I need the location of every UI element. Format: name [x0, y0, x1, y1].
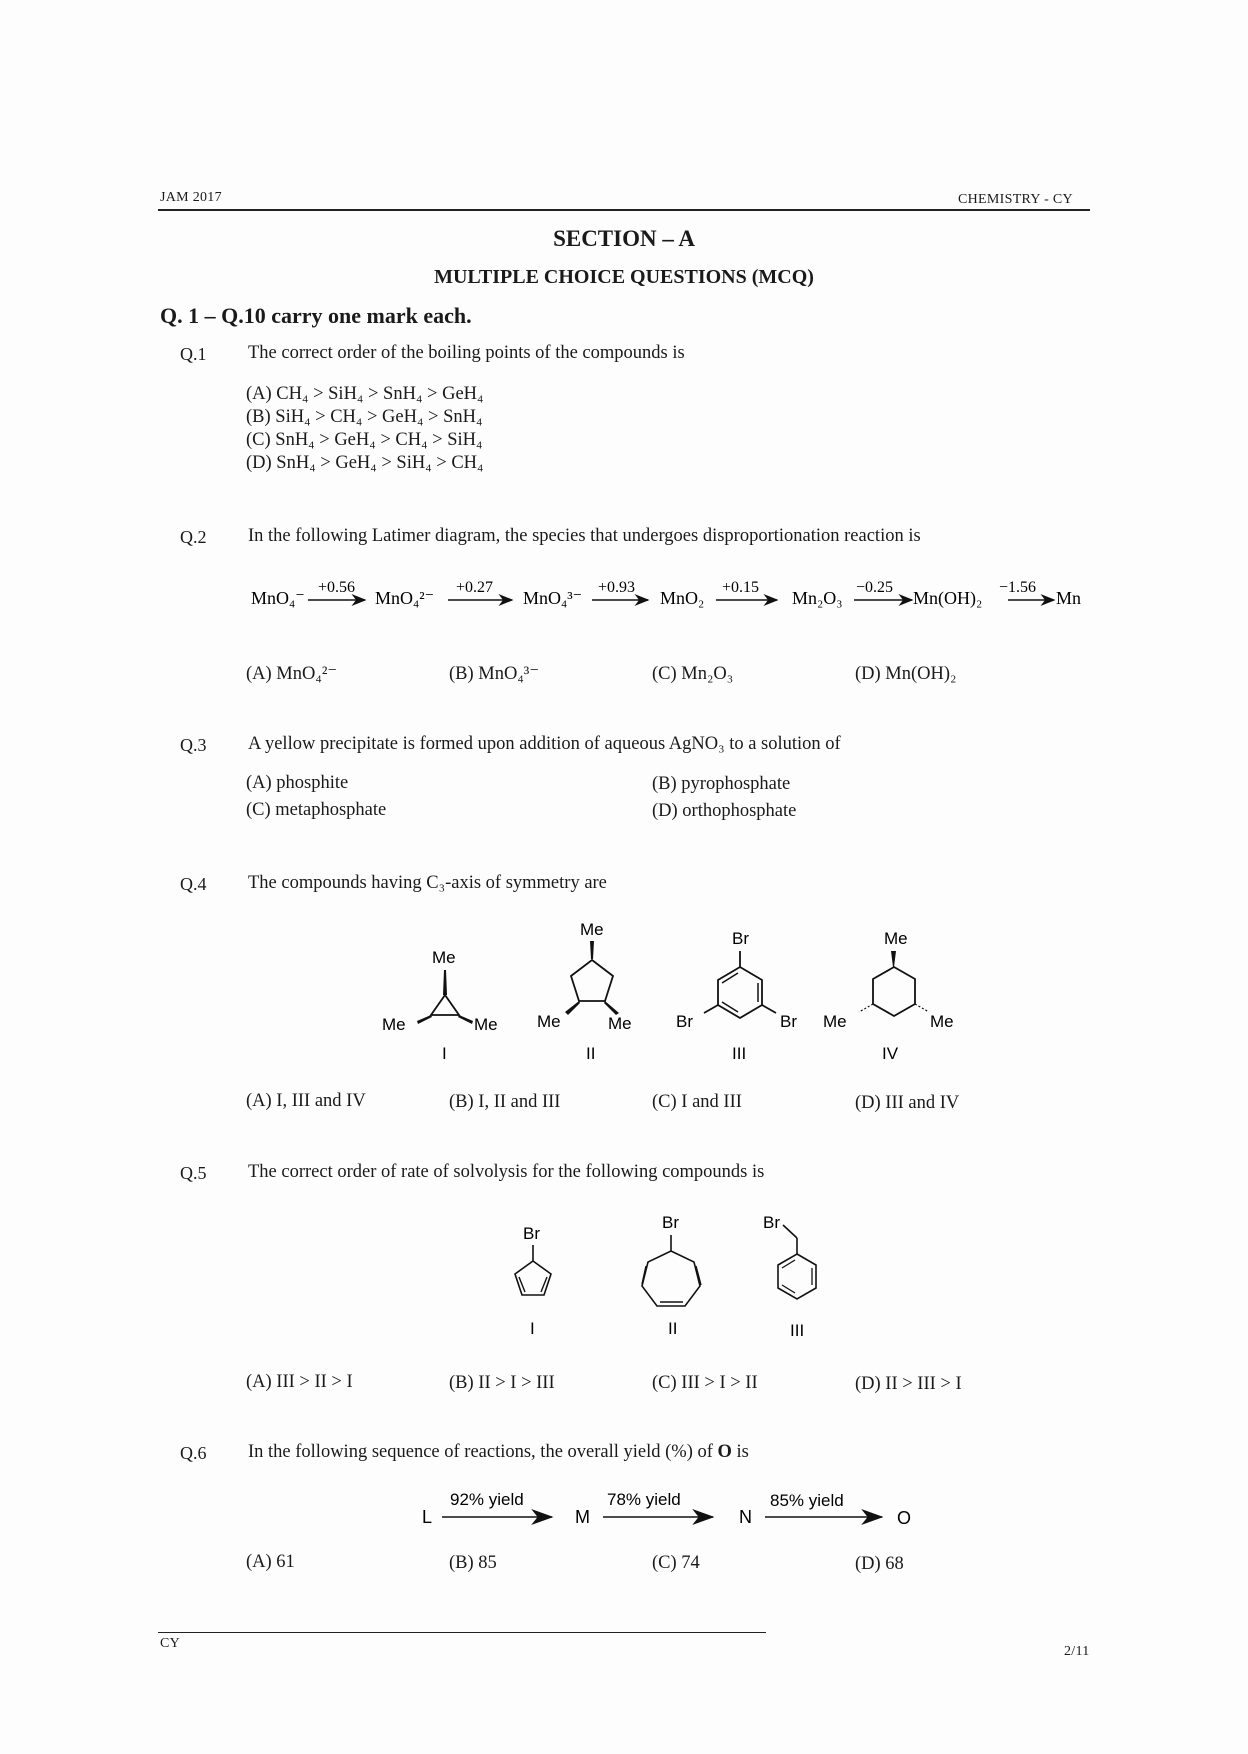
structure-iii [676, 929, 797, 1063]
header-rule [158, 209, 1090, 211]
question-number: Q.5 [180, 1163, 207, 1183]
question-number: Q.6 [180, 1443, 207, 1463]
q5-structures [490, 1200, 860, 1350]
latimer-potential: +0.27 [456, 579, 494, 596]
section-subtitle: MULTIPLE CHOICE QUESTIONS (MCQ) [434, 266, 814, 288]
structure-label: I [530, 1319, 535, 1338]
yield-label: 85% yield [770, 1491, 844, 1510]
option-d: (D) Mn(OH)₂ [855, 664, 957, 684]
latimer-potential: −1.56 [999, 579, 1037, 596]
latimer-diagram [240, 570, 1100, 620]
latimer-potential: +0.56 [318, 579, 356, 596]
option-b: (B) SiH₄ > CH₄ > GeH₄ > SnH₄ [246, 407, 483, 427]
marks-note: Q. 1 – Q.10 carry one mark each. [160, 303, 472, 328]
structure-i [382, 948, 498, 1063]
structure-ii [642, 1213, 701, 1338]
intermediate-m: M [575, 1507, 590, 1527]
question-number: Q.2 [180, 527, 207, 547]
structure-ii [537, 920, 632, 1063]
latimer-species: Mn [1056, 588, 1082, 608]
latimer-species: Mn(OH)₂ [913, 588, 983, 608]
reactant-l: L [422, 1507, 433, 1527]
svg-text:Br: Br [763, 1213, 780, 1232]
svg-text:Br: Br [676, 1012, 693, 1031]
svg-text:Br: Br [662, 1213, 679, 1232]
option-b: (B) I, II and III [449, 1092, 561, 1112]
header-subject: CHEMISTRY - CY [958, 192, 1073, 207]
product-o: O [897, 1508, 912, 1528]
option-a: (A) MnO₄²⁻ [246, 664, 338, 684]
question-text: In the following sequence of reactions, the overall yield (%) of O is [248, 1442, 749, 1462]
footer-rule [158, 1632, 766, 1633]
intermediate-n: N [739, 1507, 752, 1527]
svg-text:Me: Me [382, 1015, 406, 1034]
reaction-sequence [400, 1480, 920, 1540]
structure-label: I [442, 1044, 447, 1063]
question-text: In the following Latimer diagram, the species that undergoes disproportionation reaction is [248, 526, 921, 546]
option-b: (B) pyrophosphate [652, 774, 791, 794]
svg-text:Br: Br [523, 1224, 540, 1243]
svg-text:Me: Me [474, 1015, 498, 1034]
q4-structures [370, 915, 970, 1075]
svg-text:Me: Me [608, 1014, 632, 1033]
svg-text:Me: Me [580, 920, 604, 939]
question-text: A yellow precipitate is formed upon addition of aqueous AgNO₃ to a solution of [248, 734, 841, 754]
header-exam: JAM 2017 [160, 190, 222, 205]
svg-text:Me: Me [537, 1012, 561, 1031]
option-c: (C) Mn₂O₃ [652, 664, 734, 684]
option-c: (C) metaphosphate [246, 800, 387, 820]
question-text: The correct order of rate of solvolysis for the following compounds is [248, 1162, 765, 1182]
question-number: Q.1 [180, 344, 207, 364]
latimer-potential: +0.15 [722, 579, 760, 596]
option-a: (A) CH₄ > SiH₄ > SnH₄ > GeH₄ [246, 384, 484, 404]
option-b: (B) 85 [449, 1553, 497, 1573]
svg-text:Me: Me [930, 1012, 954, 1031]
option-c: (C) SnH₄ > GeH₄ > CH₄ > SiH₄ [246, 430, 483, 450]
option-a: (A) I, III and IV [246, 1091, 366, 1111]
yield-label: 78% yield [607, 1490, 681, 1509]
structure-iii [763, 1213, 816, 1340]
structure-label: III [790, 1321, 805, 1340]
option-d: (D) orthophosphate [652, 801, 797, 821]
yield-label: 92% yield [450, 1490, 524, 1509]
footer-code: CY [160, 1636, 181, 1651]
option-c: (C) III > I > II [652, 1373, 758, 1393]
option-b: (B) MnO₄³⁻ [449, 664, 540, 684]
section-title: SECTION – A [553, 226, 695, 251]
question-number: Q.4 [180, 874, 207, 894]
option-c: (C) I and III [652, 1092, 742, 1112]
question-text: The compounds having C₃-axis of symmetry are [248, 873, 607, 893]
svg-text:Me: Me [884, 929, 908, 948]
svg-text:Me: Me [432, 948, 456, 967]
page-number: 2/11 [1064, 1644, 1090, 1659]
question-text: The correct order of the boiling points of the compounds is [248, 343, 685, 363]
structure-iv [823, 929, 954, 1063]
latimer-species: Mn₂O₃ [792, 588, 843, 608]
option-d: (D) SnH₄ > GeH₄ > SiH₄ > CH₄ [246, 453, 484, 473]
latimer-species: MnO₄⁻ [251, 588, 305, 608]
option-a: (A) III > II > I [246, 1372, 353, 1392]
option-c: (C) 74 [652, 1553, 700, 1573]
question-number: Q.3 [180, 735, 207, 755]
structure-label: II [668, 1319, 678, 1338]
option-d: (D) 68 [855, 1554, 904, 1574]
latimer-species: MnO₂ [660, 588, 705, 608]
structure-label: II [586, 1044, 596, 1063]
structure-label: III [732, 1044, 747, 1063]
latimer-species: MnO₄²⁻ [375, 588, 435, 608]
option-b: (B) II > I > III [449, 1373, 555, 1393]
svg-text:Br: Br [780, 1012, 797, 1031]
svg-text:Me: Me [823, 1012, 847, 1031]
latimer-potential: −0.25 [856, 579, 894, 596]
structure-i [515, 1224, 551, 1338]
option-a: (A) phosphite [246, 773, 349, 793]
latimer-potential: +0.93 [598, 579, 636, 596]
svg-text:Br: Br [732, 929, 749, 948]
option-d: (D) III and IV [855, 1093, 960, 1113]
latimer-species: MnO₄³⁻ [523, 588, 583, 608]
option-a: (A) 61 [246, 1552, 295, 1572]
option-d: (D) II > III > I [855, 1374, 962, 1394]
structure-label: IV [882, 1044, 899, 1063]
